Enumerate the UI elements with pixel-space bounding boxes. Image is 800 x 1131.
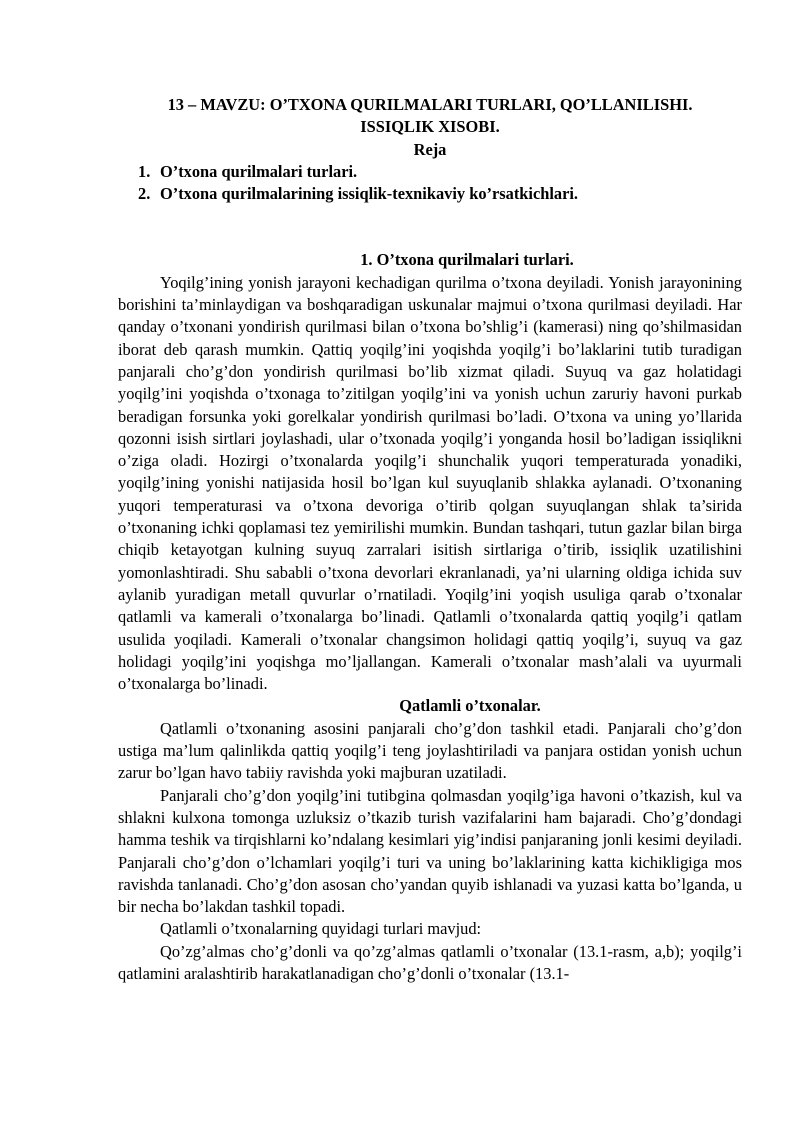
plan-item-text: O’txona qurilmalari turlari.	[160, 161, 358, 181]
plan-item-number: 2.	[138, 184, 151, 204]
plan-item-number: 1.	[138, 161, 151, 181]
subsection-heading: Qatlamli o’txonalar.	[399, 696, 541, 716]
title-line-1: 13 – MAVZU: O’TXONA QURILMALARI TURLARI, QO’LLANILISHI.	[167, 95, 693, 114]
plan-item	[138, 161, 742, 183]
body-paragraph: Qatlamli o’txonalarning quyidagi turlari mavjud:	[160, 919, 482, 939]
plan-list	[138, 161, 742, 206]
body-paragraph: Qo’zg’almas cho’g’donli va qo’zg’almas qatlamli o’txonalar (13.1-rasm, a,b); yoqilg’i qatlamini aralashtirib harakatlanadigan cho’g’donli o’txonalar (13.1-	[118, 941, 742, 983]
plan-item-text: O’txona qurilmalarining issiqlik-texnikaviy ko’rsatkichlari.	[160, 184, 579, 204]
plan-item	[138, 183, 742, 205]
document-title	[118, 94, 742, 139]
document-page	[118, 94, 742, 985]
body-paragraph: Yoqilg’ining yonish jarayoni kechadigan qurilma o’txona deyiladi. Yonish jarayonining borishini ta’minlaydigan va boshqaradigan uskunalar majmui o’txona qurilmasi deyiladi. Har qanday o’txonani yondirish qurilmasi bilan o’txona bo’shlig’i (kamerasi) ning qo’shilmasidan iborat deb qarash mumkin. Qattiq yoqilg’ini yoqishda yoqilg’i bo’laklarini tutib turadigan panjarali cho’g’don yondirish qurilmasi bo’lib xizmat qiladi. Suyuq va gaz holatidagi yoqilg’ini yoqishda o’txonaga to’zitilgan yoqilg’ini va yonish uchun zaruriy havoni purkab beradigan forsunka yoki gorelkalar yondirish qurilmasi bo’ladi. O’txona va uning yo’llarida qozonni isish sirtlari joylashadi, ular o’txonada yoqilg’i yonganda hosil bo’ladigan issiqlikni o’ziga oladi. Hozirgi o’txonalarda yoqilg’i shunchalik yuqori temperaturada yonadiki, yoqilg’ining yonishi natijasida hosil bo’lgan kul suyuqlanib shlakka aylanadi. O’txonaning yuqori temperaturasi va o’txona devoriga o’tirib qolgan suyuqlangan shlak ta’sirida o’txonaning ichki qoplamasi tez yemirilishi mumkin. Bundan tashqari, tutun gazlar bilan birga chiqib ketayotgan kulning suyuq zarralari isitish sirtlariga o’tirib, issiqlik uzatilishini yomonlashtiradi. Shu sababli o’txona devorlari ekranlanadi, ya’ni ularning oldiga ichida suv aylanib yuradigan metall quvurlar o’rnatiladi. Yoqilg’ini yoqish usuliga qarab o’txonalar qatlamli va kamerali o’txonalarga bo’linadi. Qatlamli o’txonalarda qattiq yoqilg’i qatlam usulida yoqiladi. Kamerali o’txonalar changsimon holidagi qattiq yoqilg’i, suyuq va gaz holidagi yoqilg’ini yoqishga mo’ljallangan. Kamerali o’txonalar mash’alali va uyurmali o’txonalarga bo’linadi.	[118, 272, 742, 694]
plan-heading: Reja	[413, 139, 447, 159]
body-paragraph: Panjarali cho’g’don yoqilg’ini tutibgina qolmasdan yoqilg’iga havoni o’tkazish, kul va shlakni kulxona tomonga uzluksiz o’tkazib turish vazifalarini ham bajaradi. Cho’g’dondagi hamma teshik va tirqishlarni ko’ndalang kesimlari yig’indisi panjaraning jonli kesimi deyiladi. Panjarali cho’g’don o’lchamlari yoqilg’i turi va uning bo’laklarining katta kichikligiga mos ravishda tanlanadi. Cho’g’don asosan cho’yandan quyib ishlanadi va yuzasi katta bo’lganda, u bir necha bo’lakdan tashkil topadi.	[118, 785, 742, 917]
title-line-2: ISSIQLIK XISOBI.	[360, 117, 500, 137]
section-heading: 1. O’txona qurilmalari turlari.	[360, 250, 574, 270]
body-paragraph: Qatlamli o’txonaning asosini panjarali cho’g’don tashkil etadi. Panjarali cho’g’don ustiga ma’lum qalinlikda qattiq yoqilg’i teng joylashtiriladi va panjara ostidan yonish uchun zarur bo’lgan havo tabiiy ravishda yoki majburan uzatiladi.	[118, 718, 742, 783]
section-spacer	[118, 205, 742, 249]
